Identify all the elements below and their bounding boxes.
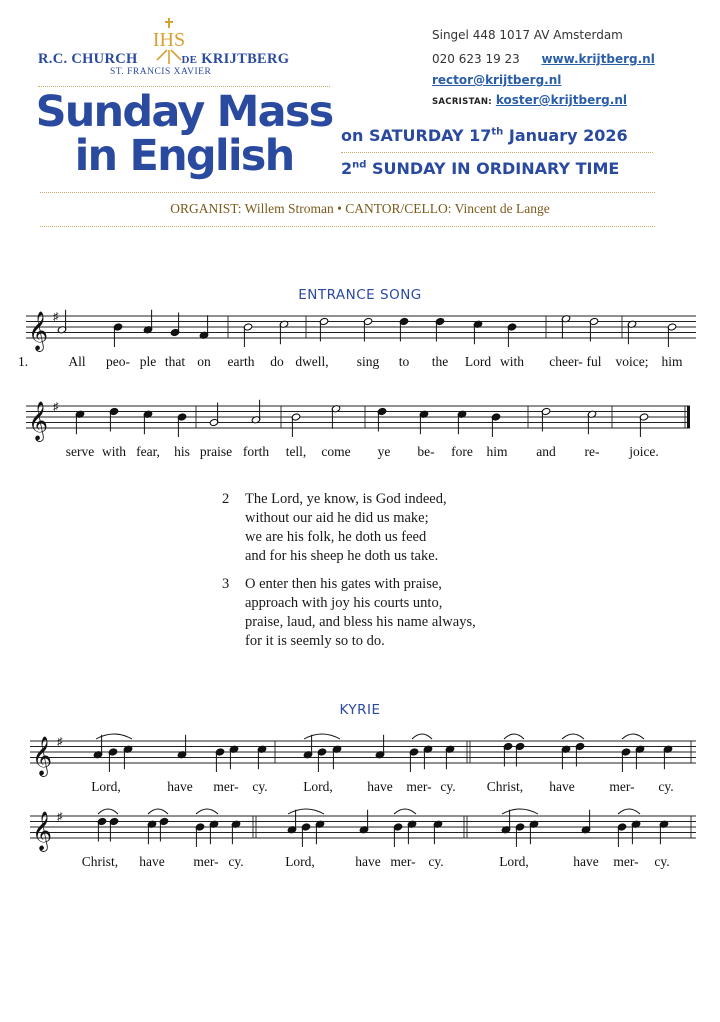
lyric-syllable: to [398,354,410,369]
slur [98,809,118,814]
lyric-syllable: mer- [213,779,239,794]
treble-clef-icon: 𝄞 [28,313,49,350]
lyric-syllable: cy. [440,779,456,794]
address: Singel 448 1017 AV Amsterdam [432,28,623,42]
lyric-syllable: him [661,354,683,369]
lyric-syllable: forth [242,444,270,459]
slur [288,809,324,814]
kyrie-title: KYRIE [339,702,381,718]
lyric-syllable: fear, [136,444,160,459]
lyric-syllable: peo- [106,354,130,369]
church-name-rc: R.C. CHURCH [38,51,138,67]
phone: 020 623 19 23 [432,52,520,66]
lyric-syllable: Lord, [91,779,121,794]
slur [394,809,416,814]
key-sharp-icon: ♯ [57,736,63,748]
slur [504,734,524,739]
verse-line: approach with joy his courts unto, [245,595,443,611]
lyric-syllable: come [321,444,351,459]
logo-monogram: IHS [152,29,186,51]
key-sharp-icon: ♯ [53,401,59,413]
lyric-syllable: him [486,444,508,459]
lyric-syllable: have [549,779,575,794]
lyric-syllable: have [139,854,165,869]
lyric-syllable: with [101,444,127,459]
rector-line [432,73,561,87]
lyric-syllable: cy. [654,854,670,869]
sacristan-email-link[interactable]: koster@krijtberg.nl [495,93,627,107]
church-subtitle: ST. FRANCIS XAVIER [110,67,212,77]
title-line-2: in English [74,131,294,181]
verse-line: praise, laud, and bless his name always, [245,614,476,630]
sunday-sup: nd [352,159,367,171]
divider [40,226,655,227]
entrance-verses [222,490,476,660]
lyric-syllable: cy. [658,779,674,794]
lyric-syllable: ple [139,354,157,369]
lyric-syllable: cy. [252,779,268,794]
slur [622,734,644,739]
divider [341,152,653,153]
verse-line: for it is seemly so to do. [245,633,385,649]
mass-date [341,126,628,145]
slur [148,809,168,814]
verse-number: 3 [222,576,230,592]
lyric-syllable: Lord, [303,779,333,794]
verse-line: without our aid he did us make; [245,510,429,526]
verse-line: we are his folk, he doth us feed [245,529,427,545]
verse-line: and for his sheep he doth us take. [245,548,439,564]
church-name-krijtberg: KRIJTBERG [201,51,290,67]
sacristan-line [432,93,627,107]
slur [412,734,432,739]
kyrie-staff-row-1 [0,725,720,805]
lyric-syllable: Lord, [285,854,315,869]
lyric-syllable: praise [199,444,233,459]
lyric-syllable: dwell, [295,354,329,369]
lyric-syllable: mer- [193,854,219,869]
lyric-syllable: on [197,354,211,369]
date-suffix: January 2026 [503,126,628,145]
lyric-syllable: the [431,354,449,369]
lyric-syllable: be- [417,444,435,459]
divider [40,192,655,193]
lyric-syllable: serve [65,444,95,459]
date-prefix: on SATURDAY 17 [341,126,492,145]
lyric-syllable: joice. [629,444,659,459]
verse-line: The Lord, ye know, is God indeed, [245,491,447,507]
lyric-syllable: that [164,354,186,369]
lyric-syllable: Christ, [486,779,524,794]
lyric-syllable: mer- [613,854,639,869]
slur [502,809,538,814]
treble-clef-icon: 𝄞 [32,738,53,775]
kyrie-staff-row-2 [0,800,720,880]
lyric-syllable: sing [356,354,380,369]
website-link[interactable]: www.krijtberg.nl [541,52,655,66]
lyric-syllable: have [367,779,393,794]
entrance-staff-row-2 [0,390,720,470]
verse-line: O enter then his gates with praise, [245,576,442,592]
church-name-de: DE [181,54,198,66]
entrance-song-title: ENTRANCE SONG [298,287,422,303]
lyric-syllable: have [167,779,193,794]
officiants: ORGANIST: Willem Stroman • CANTOR/CELLO: Vincent de Lange [170,201,550,216]
lyric-syllable: mer- [406,779,432,794]
lyric-syllable: mer- [390,854,416,869]
lyric-syllable: ye [377,444,391,459]
lyric-syllable: and [536,444,556,459]
lyric-syllable: re- [584,444,600,459]
sunday-text: SUNDAY IN ORDINARY TIME [366,159,620,178]
rector-email-link[interactable]: rector@krijtberg.nl [432,73,562,87]
slur [618,809,640,814]
lyric-syllable: mer- [609,779,635,794]
treble-clef-icon: 𝄞 [28,403,49,440]
key-sharp-icon: ♯ [53,311,59,323]
lyric-syllable: earth [227,354,255,369]
contact-line [432,52,655,66]
title-line-1: Sunday Mass [35,87,333,137]
church-name [38,51,289,68]
lyric-syllable: 1. [17,354,29,369]
lyric-syllable: Christ, [81,854,119,869]
lyric-syllable: with [499,354,525,369]
date-sup: th [491,126,504,138]
verse-number: 2 [222,491,230,507]
sunday-num: 2 [341,159,353,178]
entrance-staff-row-1 [0,300,720,380]
verse-3 [222,575,476,651]
lyric-syllable: voice; [615,354,649,369]
lyric-syllable: Lord [464,354,492,369]
lyric-syllable: All [68,354,86,369]
slur [196,809,218,814]
treble-clef-icon: 𝄞 [32,813,53,850]
verse-2 [222,490,476,566]
sacristan-label: SACRISTAN: [432,97,492,107]
lyric-syllable: cy. [228,854,244,869]
lyric-syllable: tell, [285,444,307,459]
lyric-syllable: do [270,354,284,369]
liturgical-day [341,159,619,178]
lyric-syllable: have [573,854,599,869]
page-title [34,87,334,181]
lyric-syllable: his [174,444,190,459]
lyric-syllable: Lord, [499,854,529,869]
key-sharp-icon: ♯ [57,811,63,823]
lyric-syllable: ful [586,354,602,369]
lyric-syllable: have [355,854,381,869]
lyric-syllable: cheer- [549,354,583,369]
lyric-syllable: fore [451,444,473,459]
slur [304,734,340,739]
slur [562,734,584,739]
lyric-syllable: cy. [428,854,444,869]
